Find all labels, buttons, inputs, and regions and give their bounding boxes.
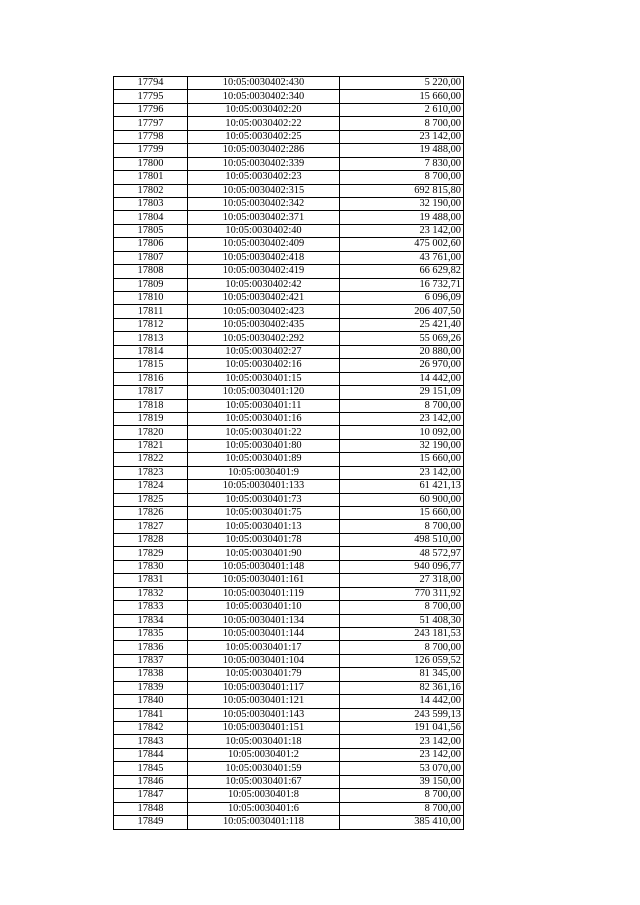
amount-cell: 61 421,13 — [340, 480, 464, 493]
table-row — [114, 507, 464, 520]
amount-cell: 27 318,00 — [340, 574, 464, 587]
cadastral-number-cell: 10:05:0030401:148 — [188, 560, 340, 573]
amount-cell: 126 059,52 — [340, 654, 464, 667]
row-number-cell: 17843 — [114, 735, 188, 748]
amount-cell: 20 880,00 — [340, 345, 464, 358]
amount-cell: 475 002,60 — [340, 238, 464, 251]
amount-cell: 53 070,00 — [340, 762, 464, 775]
table-row — [114, 103, 464, 116]
row-number-cell: 17824 — [114, 480, 188, 493]
cadastral-number-cell: 10:05:0030401:161 — [188, 574, 340, 587]
amount-cell: 8 700,00 — [340, 520, 464, 533]
row-number-cell: 17830 — [114, 560, 188, 573]
table-row — [114, 735, 464, 748]
row-number-cell: 17847 — [114, 789, 188, 802]
cadastral-number-cell: 10:05:0030402:342 — [188, 197, 340, 210]
amount-cell: 15 660,00 — [340, 453, 464, 466]
amount-cell: 770 311,92 — [340, 587, 464, 600]
cadastral-number-cell: 10:05:0030402:423 — [188, 305, 340, 318]
row-number-cell: 17840 — [114, 695, 188, 708]
row-number-cell: 17836 — [114, 641, 188, 654]
table-row — [114, 466, 464, 479]
amount-cell: 60 900,00 — [340, 493, 464, 506]
cadastral-number-cell: 10:05:0030402:339 — [188, 157, 340, 170]
cadastral-number-cell: 10:05:0030401:80 — [188, 439, 340, 452]
amount-cell: 43 761,00 — [340, 251, 464, 264]
row-number-cell: 17821 — [114, 439, 188, 452]
amount-cell: 23 142,00 — [340, 224, 464, 237]
amount-cell: 191 041,56 — [340, 722, 464, 735]
cadastral-number-cell: 10:05:0030401:2 — [188, 748, 340, 761]
table-row — [114, 171, 464, 184]
amount-cell: 23 142,00 — [340, 748, 464, 761]
table-row — [114, 453, 464, 466]
cadastral-number-cell: 10:05:0030401:78 — [188, 533, 340, 546]
amount-cell: 243 599,13 — [340, 708, 464, 721]
table-row — [114, 305, 464, 318]
row-number-cell: 17798 — [114, 130, 188, 143]
data-table — [113, 76, 464, 830]
cadastral-number-cell: 10:05:0030401:151 — [188, 722, 340, 735]
table-row — [114, 560, 464, 573]
table-row — [114, 775, 464, 788]
cadastral-number-cell: 10:05:0030401:117 — [188, 681, 340, 694]
row-number-cell: 17849 — [114, 816, 188, 829]
table-row — [114, 816, 464, 829]
amount-cell: 15 660,00 — [340, 90, 464, 103]
row-number-cell: 17802 — [114, 184, 188, 197]
amount-cell: 29 151,09 — [340, 386, 464, 399]
cadastral-number-cell: 10:05:0030401:18 — [188, 735, 340, 748]
amount-cell: 19 488,00 — [340, 211, 464, 224]
cadastral-number-cell: 10:05:0030402:419 — [188, 265, 340, 278]
cadastral-number-cell: 10:05:0030402:42 — [188, 278, 340, 291]
table-row — [114, 224, 464, 237]
row-number-cell: 17800 — [114, 157, 188, 170]
row-number-cell: 17795 — [114, 90, 188, 103]
amount-cell: 940 096,77 — [340, 560, 464, 573]
table-row — [114, 359, 464, 372]
amount-cell: 8 700,00 — [340, 117, 464, 130]
row-number-cell: 17842 — [114, 722, 188, 735]
cadastral-number-cell: 10:05:0030402:25 — [188, 130, 340, 143]
amount-cell: 23 142,00 — [340, 130, 464, 143]
row-number-cell: 17834 — [114, 614, 188, 627]
cadastral-number-cell: 10:05:0030402:340 — [188, 90, 340, 103]
cadastral-number-cell: 10:05:0030401:10 — [188, 601, 340, 614]
amount-cell: 55 069,26 — [340, 332, 464, 345]
table-row — [114, 117, 464, 130]
row-number-cell: 17848 — [114, 802, 188, 815]
cadastral-number-cell: 10:05:0030402:40 — [188, 224, 340, 237]
amount-cell: 16 732,71 — [340, 278, 464, 291]
cadastral-number-cell: 10:05:0030401:59 — [188, 762, 340, 775]
cadastral-number-cell: 10:05:0030401:15 — [188, 372, 340, 385]
row-number-cell: 17812 — [114, 318, 188, 331]
row-number-cell: 17796 — [114, 103, 188, 116]
row-number-cell: 17844 — [114, 748, 188, 761]
row-number-cell: 17839 — [114, 681, 188, 694]
cadastral-number-cell: 10:05:0030401:118 — [188, 816, 340, 829]
table-row — [114, 789, 464, 802]
cadastral-number-cell: 10:05:0030401:22 — [188, 426, 340, 439]
cadastral-number-cell: 10:05:0030401:6 — [188, 802, 340, 815]
amount-cell: 66 629,82 — [340, 265, 464, 278]
cadastral-number-cell: 10:05:0030401:134 — [188, 614, 340, 627]
row-number-cell: 17827 — [114, 520, 188, 533]
table-row — [114, 654, 464, 667]
row-number-cell: 17794 — [114, 77, 188, 90]
table-row — [114, 762, 464, 775]
amount-cell: 8 700,00 — [340, 171, 464, 184]
table-row — [114, 399, 464, 412]
row-number-cell: 17809 — [114, 278, 188, 291]
amount-cell: 5 220,00 — [340, 77, 464, 90]
table-row — [114, 238, 464, 251]
cadastral-number-cell: 10:05:0030401:9 — [188, 466, 340, 479]
amount-cell: 7 830,00 — [340, 157, 464, 170]
table-row — [114, 722, 464, 735]
amount-cell: 692 815,80 — [340, 184, 464, 197]
cadastral-number-cell: 10:05:0030402:430 — [188, 77, 340, 90]
cadastral-number-cell: 10:05:0030401:8 — [188, 789, 340, 802]
row-number-cell: 17799 — [114, 144, 188, 157]
row-number-cell: 17815 — [114, 359, 188, 372]
table-row — [114, 574, 464, 587]
row-number-cell: 17816 — [114, 372, 188, 385]
table-row — [114, 144, 464, 157]
amount-cell: 15 660,00 — [340, 507, 464, 520]
amount-cell: 32 190,00 — [340, 439, 464, 452]
row-number-cell: 17811 — [114, 305, 188, 318]
amount-cell: 81 345,00 — [340, 668, 464, 681]
table-row — [114, 601, 464, 614]
table-row — [114, 345, 464, 358]
table-row — [114, 480, 464, 493]
amount-cell: 385 410,00 — [340, 816, 464, 829]
amount-cell: 8 700,00 — [340, 399, 464, 412]
amount-cell: 48 572,97 — [340, 547, 464, 560]
cadastral-number-cell: 10:05:0030401:67 — [188, 775, 340, 788]
table-row — [114, 184, 464, 197]
cadastral-number-cell: 10:05:0030402:16 — [188, 359, 340, 372]
amount-cell: 14 442,00 — [340, 695, 464, 708]
amount-cell: 25 421,40 — [340, 318, 464, 331]
table-row — [114, 386, 464, 399]
row-number-cell: 17838 — [114, 668, 188, 681]
table-row — [114, 668, 464, 681]
cadastral-number-cell: 10:05:0030402:418 — [188, 251, 340, 264]
row-number-cell: 17833 — [114, 601, 188, 614]
table-row — [114, 278, 464, 291]
cadastral-number-cell: 10:05:0030402:409 — [188, 238, 340, 251]
table-row — [114, 90, 464, 103]
cadastral-number-cell: 10:05:0030401:144 — [188, 627, 340, 640]
amount-cell: 243 181,53 — [340, 627, 464, 640]
table-row — [114, 265, 464, 278]
cadastral-number-cell: 10:05:0030402:23 — [188, 171, 340, 184]
row-number-cell: 17841 — [114, 708, 188, 721]
cadastral-number-cell: 10:05:0030402:371 — [188, 211, 340, 224]
table-row — [114, 130, 464, 143]
row-number-cell: 17828 — [114, 533, 188, 546]
cadastral-number-cell: 10:05:0030401:104 — [188, 654, 340, 667]
table-row — [114, 493, 464, 506]
cadastral-number-cell: 10:05:0030401:120 — [188, 386, 340, 399]
table-row — [114, 627, 464, 640]
cadastral-number-cell: 10:05:0030401:143 — [188, 708, 340, 721]
amount-cell: 2 610,00 — [340, 103, 464, 116]
row-number-cell: 17805 — [114, 224, 188, 237]
cadastral-number-cell: 10:05:0030401:121 — [188, 695, 340, 708]
table-row — [114, 748, 464, 761]
row-number-cell: 17819 — [114, 412, 188, 425]
row-number-cell: 17804 — [114, 211, 188, 224]
cadastral-number-cell: 10:05:0030401:75 — [188, 507, 340, 520]
row-number-cell: 17845 — [114, 762, 188, 775]
cadastral-number-cell: 10:05:0030402:435 — [188, 318, 340, 331]
table-row — [114, 292, 464, 305]
cadastral-number-cell: 10:05:0030402:20 — [188, 103, 340, 116]
table-row — [114, 332, 464, 345]
table-row — [114, 412, 464, 425]
cadastral-number-cell: 10:05:0030401:79 — [188, 668, 340, 681]
row-number-cell: 17835 — [114, 627, 188, 640]
table-row — [114, 695, 464, 708]
row-number-cell: 17825 — [114, 493, 188, 506]
table-row — [114, 641, 464, 654]
table-row — [114, 614, 464, 627]
row-number-cell: 17810 — [114, 292, 188, 305]
row-number-cell: 17818 — [114, 399, 188, 412]
row-number-cell: 17826 — [114, 507, 188, 520]
row-number-cell: 17831 — [114, 574, 188, 587]
table-row — [114, 372, 464, 385]
row-number-cell: 17814 — [114, 345, 188, 358]
cadastral-number-cell: 10:05:0030402:22 — [188, 117, 340, 130]
cadastral-number-cell: 10:05:0030402:421 — [188, 292, 340, 305]
cadastral-number-cell: 10:05:0030401:89 — [188, 453, 340, 466]
cadastral-number-cell: 10:05:0030402:315 — [188, 184, 340, 197]
table-row — [114, 318, 464, 331]
row-number-cell: 17829 — [114, 547, 188, 560]
amount-cell: 23 142,00 — [340, 735, 464, 748]
row-number-cell: 17801 — [114, 171, 188, 184]
row-number-cell: 17820 — [114, 426, 188, 439]
cadastral-number-cell: 10:05:0030402:292 — [188, 332, 340, 345]
table-row — [114, 251, 464, 264]
amount-cell: 23 142,00 — [340, 466, 464, 479]
cadastral-number-cell: 10:05:0030402:286 — [188, 144, 340, 157]
table-row — [114, 802, 464, 815]
row-number-cell: 17797 — [114, 117, 188, 130]
amount-cell: 39 150,00 — [340, 775, 464, 788]
cadastral-number-cell: 10:05:0030402:27 — [188, 345, 340, 358]
table-row — [114, 439, 464, 452]
cadastral-number-cell: 10:05:0030401:90 — [188, 547, 340, 560]
amount-cell: 6 096,09 — [340, 292, 464, 305]
row-number-cell: 17823 — [114, 466, 188, 479]
table-row — [114, 708, 464, 721]
amount-cell: 8 700,00 — [340, 601, 464, 614]
row-number-cell: 17808 — [114, 265, 188, 278]
row-number-cell: 17817 — [114, 386, 188, 399]
table-row — [114, 157, 464, 170]
table-body — [114, 77, 464, 830]
row-number-cell: 17807 — [114, 251, 188, 264]
amount-cell: 8 700,00 — [340, 641, 464, 654]
cadastral-number-cell: 10:05:0030401:119 — [188, 587, 340, 600]
table-row — [114, 197, 464, 210]
amount-cell: 26 970,00 — [340, 359, 464, 372]
table-row — [114, 211, 464, 224]
table-row — [114, 547, 464, 560]
amount-cell: 23 142,00 — [340, 412, 464, 425]
row-number-cell: 17822 — [114, 453, 188, 466]
amount-cell: 498 510,00 — [340, 533, 464, 546]
amount-cell: 51 408,30 — [340, 614, 464, 627]
amount-cell: 19 488,00 — [340, 144, 464, 157]
amount-cell: 82 361,16 — [340, 681, 464, 694]
row-number-cell: 17832 — [114, 587, 188, 600]
amount-cell: 206 407,50 — [340, 305, 464, 318]
amount-cell: 10 092,00 — [340, 426, 464, 439]
table-row — [114, 587, 464, 600]
table-row — [114, 77, 464, 90]
cadastral-number-cell: 10:05:0030401:11 — [188, 399, 340, 412]
cadastral-number-cell: 10:05:0030401:16 — [188, 412, 340, 425]
table-row — [114, 520, 464, 533]
amount-cell: 32 190,00 — [340, 197, 464, 210]
amount-cell: 8 700,00 — [340, 802, 464, 815]
cadastral-number-cell: 10:05:0030401:13 — [188, 520, 340, 533]
cadastral-number-cell: 10:05:0030401:17 — [188, 641, 340, 654]
table-row — [114, 681, 464, 694]
amount-cell: 14 442,00 — [340, 372, 464, 385]
table-row — [114, 533, 464, 546]
row-number-cell: 17837 — [114, 654, 188, 667]
amount-cell: 8 700,00 — [340, 789, 464, 802]
row-number-cell: 17806 — [114, 238, 188, 251]
row-number-cell: 17803 — [114, 197, 188, 210]
cadastral-number-cell: 10:05:0030401:73 — [188, 493, 340, 506]
table-row — [114, 426, 464, 439]
row-number-cell: 17846 — [114, 775, 188, 788]
cadastral-number-cell: 10:05:0030401:133 — [188, 480, 340, 493]
row-number-cell: 17813 — [114, 332, 188, 345]
